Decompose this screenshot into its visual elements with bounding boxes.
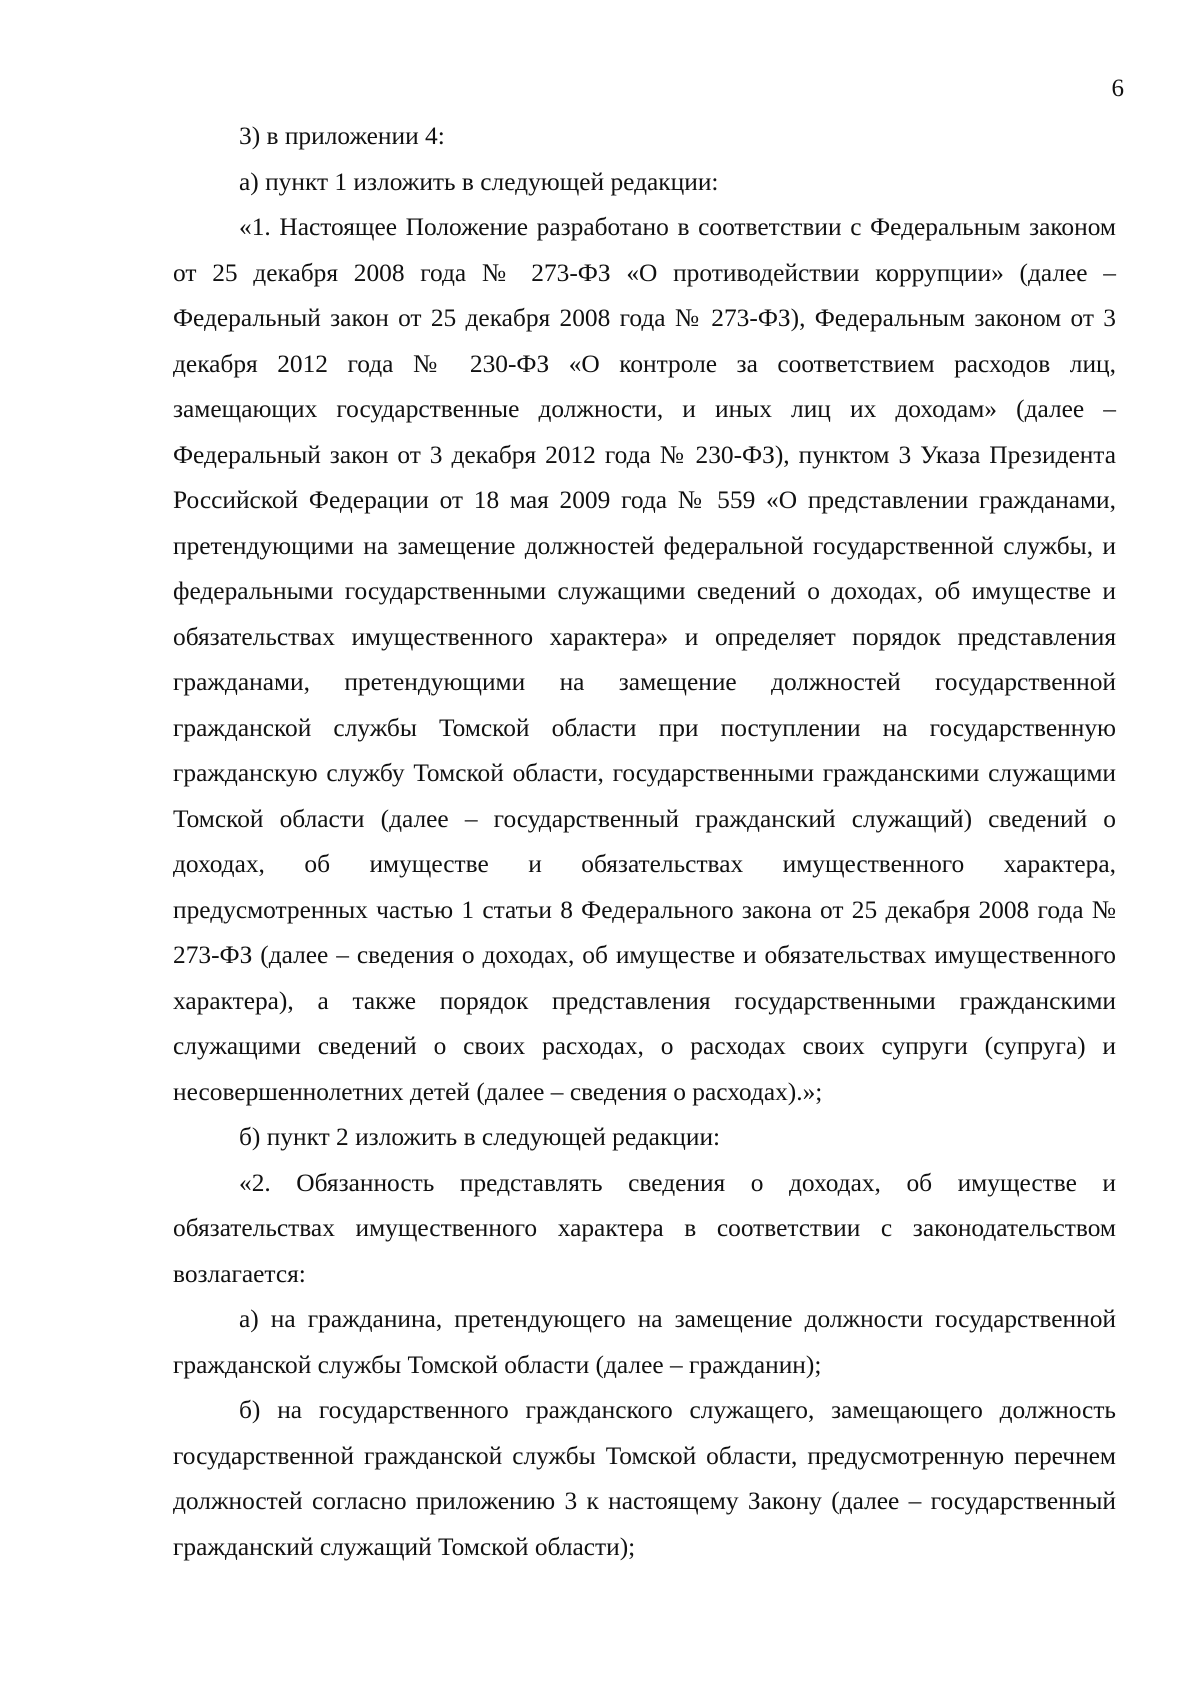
paragraph-subitem-b: б) пункт 2 изложить в следующей редакции: [239,1123,721,1151]
paragraph-point-2-a: а) на гражданина, претендующего на замещение должности государственной гражданской службы Томской области (далее – гражданин); [173,1305,1116,1379]
paragraph-point-2-text: «2. Обязанность представлять сведения о доходах, об имуществе и обязательствах имущественного характера в соответствии с законодательством возлагается: [173,1168,1116,1288]
document-body [173,114,1116,1570]
paragraph-point-1-text: «1. Настоящее Положение разработано в соответствии с Федеральным законом от 25 декабря 2008 года № 273-ФЗ «О противодействии коррупции» (далее – Федеральный закон от 25 декабря 2008 года № 273-ФЗ), Федеральным законом от 3 декабря 2012 года № 230-ФЗ «О контроле за соответствием расходов лиц, замещающих государственные должности, и иных лиц их доходам» (далее – Федеральный закон от 3 декабря 2012 года № 230-ФЗ), пунктом 3 Указа Президента Российской Федерации от 18 мая 2009 года № 559 «О представлении гражданами, претендующими на замещение должностей федеральной государственной службы, и федеральными государственными служащими сведений о доходах, об имуществе и обязательствах имущественного характера» и определяет порядок представления гражданами, претендующими на замещение должностей государственной гражданской службы Томской области при поступлении на государственную гражданскую службу Томской области, государственными гражданскими служащими Томской области (далее – государственный гражданский служащий) сведений о доходах, об имуществе и обязательствах имущественного характера, предусмотренных частью 1 статьи 8 Федерального закона от 25 декабря 2008 года № 273-ФЗ (далее – сведения о доходах, об имуществе и обязательствах имущественного характера), а также порядок представления государственными гражданскими служащими сведений о своих расходах, о расходах своих супруги (супруга) и несовершеннолетних детей (далее – сведения о расходах).»; [173,213,1116,1106]
page-number: 6 [1111,75,1124,102]
paragraph-subitem-a: а) пункт 1 изложить в следующей редакции: [239,167,719,196]
paragraph-point-2-b: б) на государственного гражданского служащего, замещающего должность государственной гражданской службы Томской области, предусмотренную перечнем должностей согласно приложению 3 к настоящему Закону (далее – государственный гражданский служащий Томской области); [173,1396,1116,1561]
paragraph-list-item-3: 3) в приложении 4: [239,122,445,150]
